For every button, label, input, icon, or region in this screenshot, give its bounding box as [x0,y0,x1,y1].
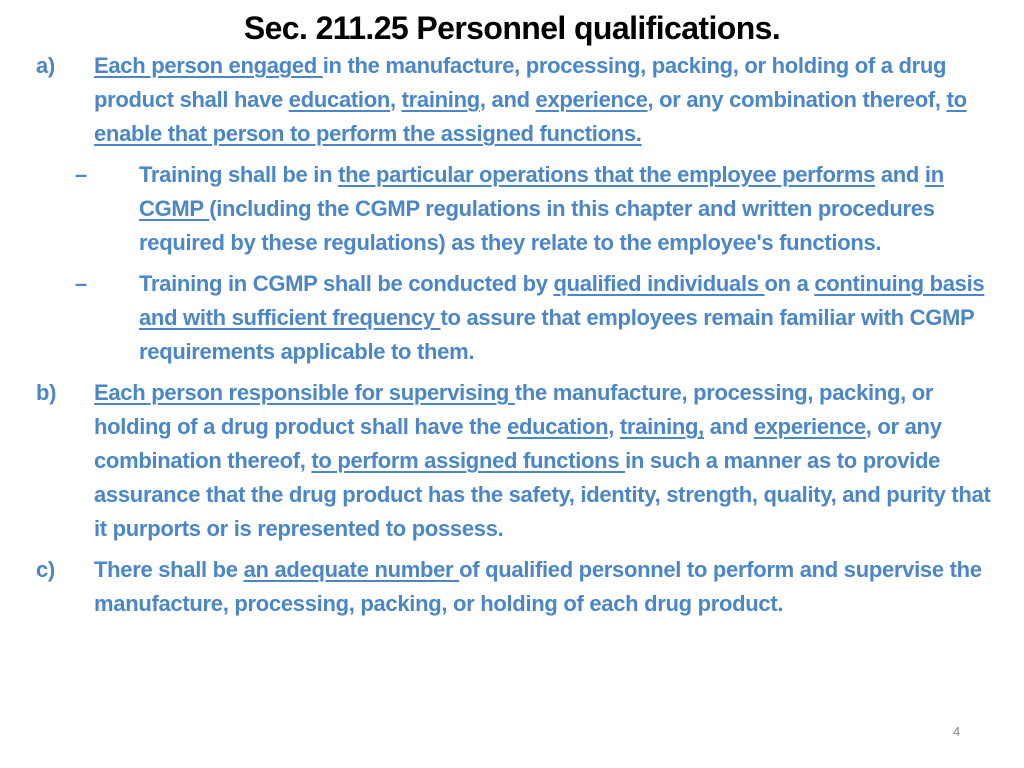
text-segment: the particular operations that the employee performs [338,162,876,187]
text-segment: Each person engaged [94,53,323,78]
text-segment: in CGMP [139,162,944,221]
page-number: 4 [953,724,961,739]
paragraph-a-marker: a) [36,53,55,78]
text-segment: experience [753,414,866,439]
text-segment: , or any combination thereof, [94,414,942,473]
text-segment: education [507,414,609,439]
text-segment: of qualified personnel to perform and supervise the manufacture, processing, packing, or holding of each drug product. [94,557,982,616]
text-segment: education [288,87,390,112]
text-segment: qualified individuals [553,271,765,296]
text-segment: and [703,414,754,439]
text-segment: an adequate number [243,557,460,582]
text-segment: to perform assigned functions [311,448,626,473]
dash-marker: – [75,162,87,187]
text-segment: , and [479,87,536,112]
text-segment: in the manufacture, processing, packing, or holding of a drug product shall have [94,53,947,112]
paragraph-a [0,49,1024,151]
slide-body [0,49,1024,621]
text-segment: to assure that employees remain familiar with CGMP requirements applicable to them. [139,305,975,364]
text-segment: experience [535,87,648,112]
text-segment: the manufacture, processing, packing, or holding of a drug product shall have the [94,380,934,439]
text-segment: , [390,87,402,112]
text-segment: Training shall be in [139,162,339,187]
text-segment: There shall be [94,557,244,582]
text-segment: , or any combination thereof, [647,87,947,112]
text-segment: , [608,414,620,439]
text-segment: in such a manner as to provide assurance that the drug product has the safety, identity, strength, quality, and purity that it purports or is represented to possess. [94,448,991,541]
text-segment: training [401,87,480,112]
paragraph-c-marker: c) [36,557,55,582]
slide-title: Sec. 211.25 Personnel qualifications. [243,10,781,46]
text-segment: Each person responsible for supervising [94,380,515,405]
paragraph-b-marker: b) [36,380,57,405]
paragraph-c [0,553,1024,621]
sub-bullet-training-operations [0,158,1024,260]
text-segment: and [875,162,925,187]
paragraph-b [0,376,1024,546]
sub-bullet-training-cgmp [0,267,1024,369]
text-segment: Training in CGMP shall be conducted by [139,271,554,296]
dash-marker: – [75,271,87,296]
text-segment: continuing basis and with sufficient frequency [139,271,985,330]
text-segment: to enable that person to perform the assigned functions. [94,87,967,146]
text-segment: training, [619,414,704,439]
text-segment: (including the CGMP regulations in this chapter and written procedures required by these regulations) as they relate to the employee's functions. [139,196,935,255]
text-segment: on a [764,271,815,296]
